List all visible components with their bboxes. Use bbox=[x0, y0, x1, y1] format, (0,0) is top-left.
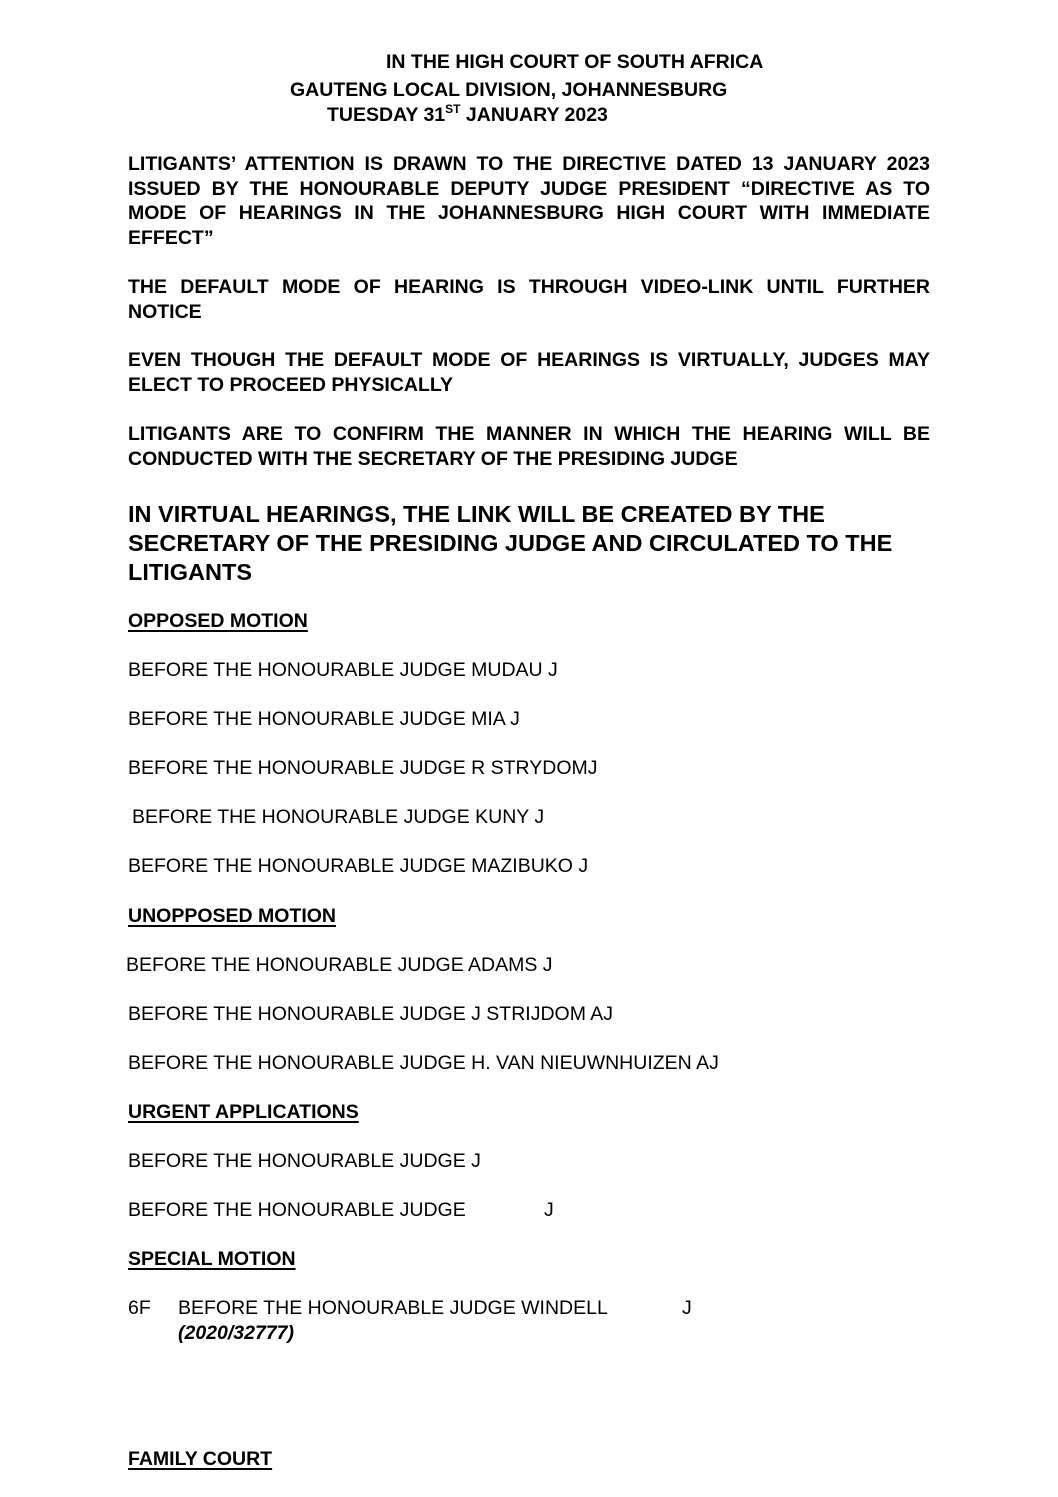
date-prefix: TUESDAY 31 bbox=[327, 104, 446, 126]
physical-notice: EVEN THOUGH THE DEFAULT MODE OF HEARINGS IS VIRTUALLY, JUDGES MAY ELECT TO PROCEED PHYSICALLY bbox=[128, 349, 930, 396]
section-urgent-applications: URGENT APPLICATIONS bbox=[128, 1101, 359, 1123]
division-title: GAUTENG LOCAL DIVISION, JOHANNESBURG bbox=[290, 79, 728, 101]
list-item: BEFORE THE HONOURABLE JUDGE J STRIJDOM AJ bbox=[128, 1003, 614, 1025]
default-mode-notice: THE DEFAULT MODE OF HEARING IS THROUGH VIDEO-LINK UNTIL FURTHER NOTICE bbox=[128, 276, 930, 323]
section-opposed-motion: OPPOSED MOTION bbox=[128, 610, 308, 632]
list-item: BEFORE THE HONOURABLE JUDGE ADAMS J bbox=[126, 954, 553, 976]
list-item: BEFORE THE HONOURABLE JUDGE MIA J bbox=[128, 708, 520, 730]
section-family-court: FAMILY COURT bbox=[128, 1448, 273, 1470]
list-item: BEFORE THE HONOURABLE JUDGE bbox=[128, 1199, 466, 1221]
case-number: (2020/32777) bbox=[178, 1322, 295, 1344]
list-item: BEFORE THE HONOURABLE JUDGE MUDAU J bbox=[128, 659, 558, 681]
section-unopposed-motion: UNOPPOSED MOTION bbox=[128, 905, 337, 927]
confirm-notice: LITIGANTS ARE TO CONFIRM THE MANNER IN WHICH THE HEARING WILL BE CONDUCTED WITH THE SECRETARY OF THE PRESIDING JUDGE bbox=[128, 423, 930, 470]
hearing-date bbox=[327, 102, 608, 126]
section-special-motion: SPECIAL MOTION bbox=[128, 1248, 296, 1270]
list-item: BEFORE THE HONOURABLE JUDGE WINDELL bbox=[178, 1297, 608, 1319]
date-ordinal: ST bbox=[445, 102, 461, 116]
list-item-suffix: J bbox=[544, 1199, 554, 1221]
list-item: BEFORE THE HONOURABLE JUDGE MAZIBUKO J bbox=[128, 855, 589, 877]
list-item: BEFORE THE HONOURABLE JUDGE R STRYDOMJ bbox=[128, 757, 598, 779]
list-item: BEFORE THE HONOURABLE JUDGE H. VAN NIEUWNHUIZEN AJ bbox=[128, 1052, 719, 1074]
list-item-suffix: J bbox=[682, 1297, 692, 1319]
date-suffix: JANUARY 2023 bbox=[460, 104, 608, 126]
court-number: 6F bbox=[128, 1297, 151, 1319]
virtual-link-notice: IN VIRTUAL HEARINGS, THE LINK WILL BE CREATED BY THE SECRETARY OF THE PRESIDING JUDGE AND CIRCULATED TO THE LITIGANTS bbox=[128, 501, 893, 585]
directive-notice: LITIGANTS’ ATTENTION IS DRAWN TO THE DIRECTIVE DATED 13 JANUARY 2023 ISSUED BY THE HONOURABLE DEPUTY JUDGE PRESIDENT “DIRECTIVE AS TO MODE OF HEARINGS IN THE JOHANNESBURG HIGH COURT WITH IMMEDIATE EFFECT” bbox=[128, 153, 930, 249]
court-title: IN THE HIGH COURT OF SOUTH AFRICA bbox=[386, 51, 764, 73]
list-item: BEFORE THE HONOURABLE JUDGE KUNY J bbox=[132, 806, 545, 828]
list-item: BEFORE THE HONOURABLE JUDGE J bbox=[128, 1150, 481, 1172]
